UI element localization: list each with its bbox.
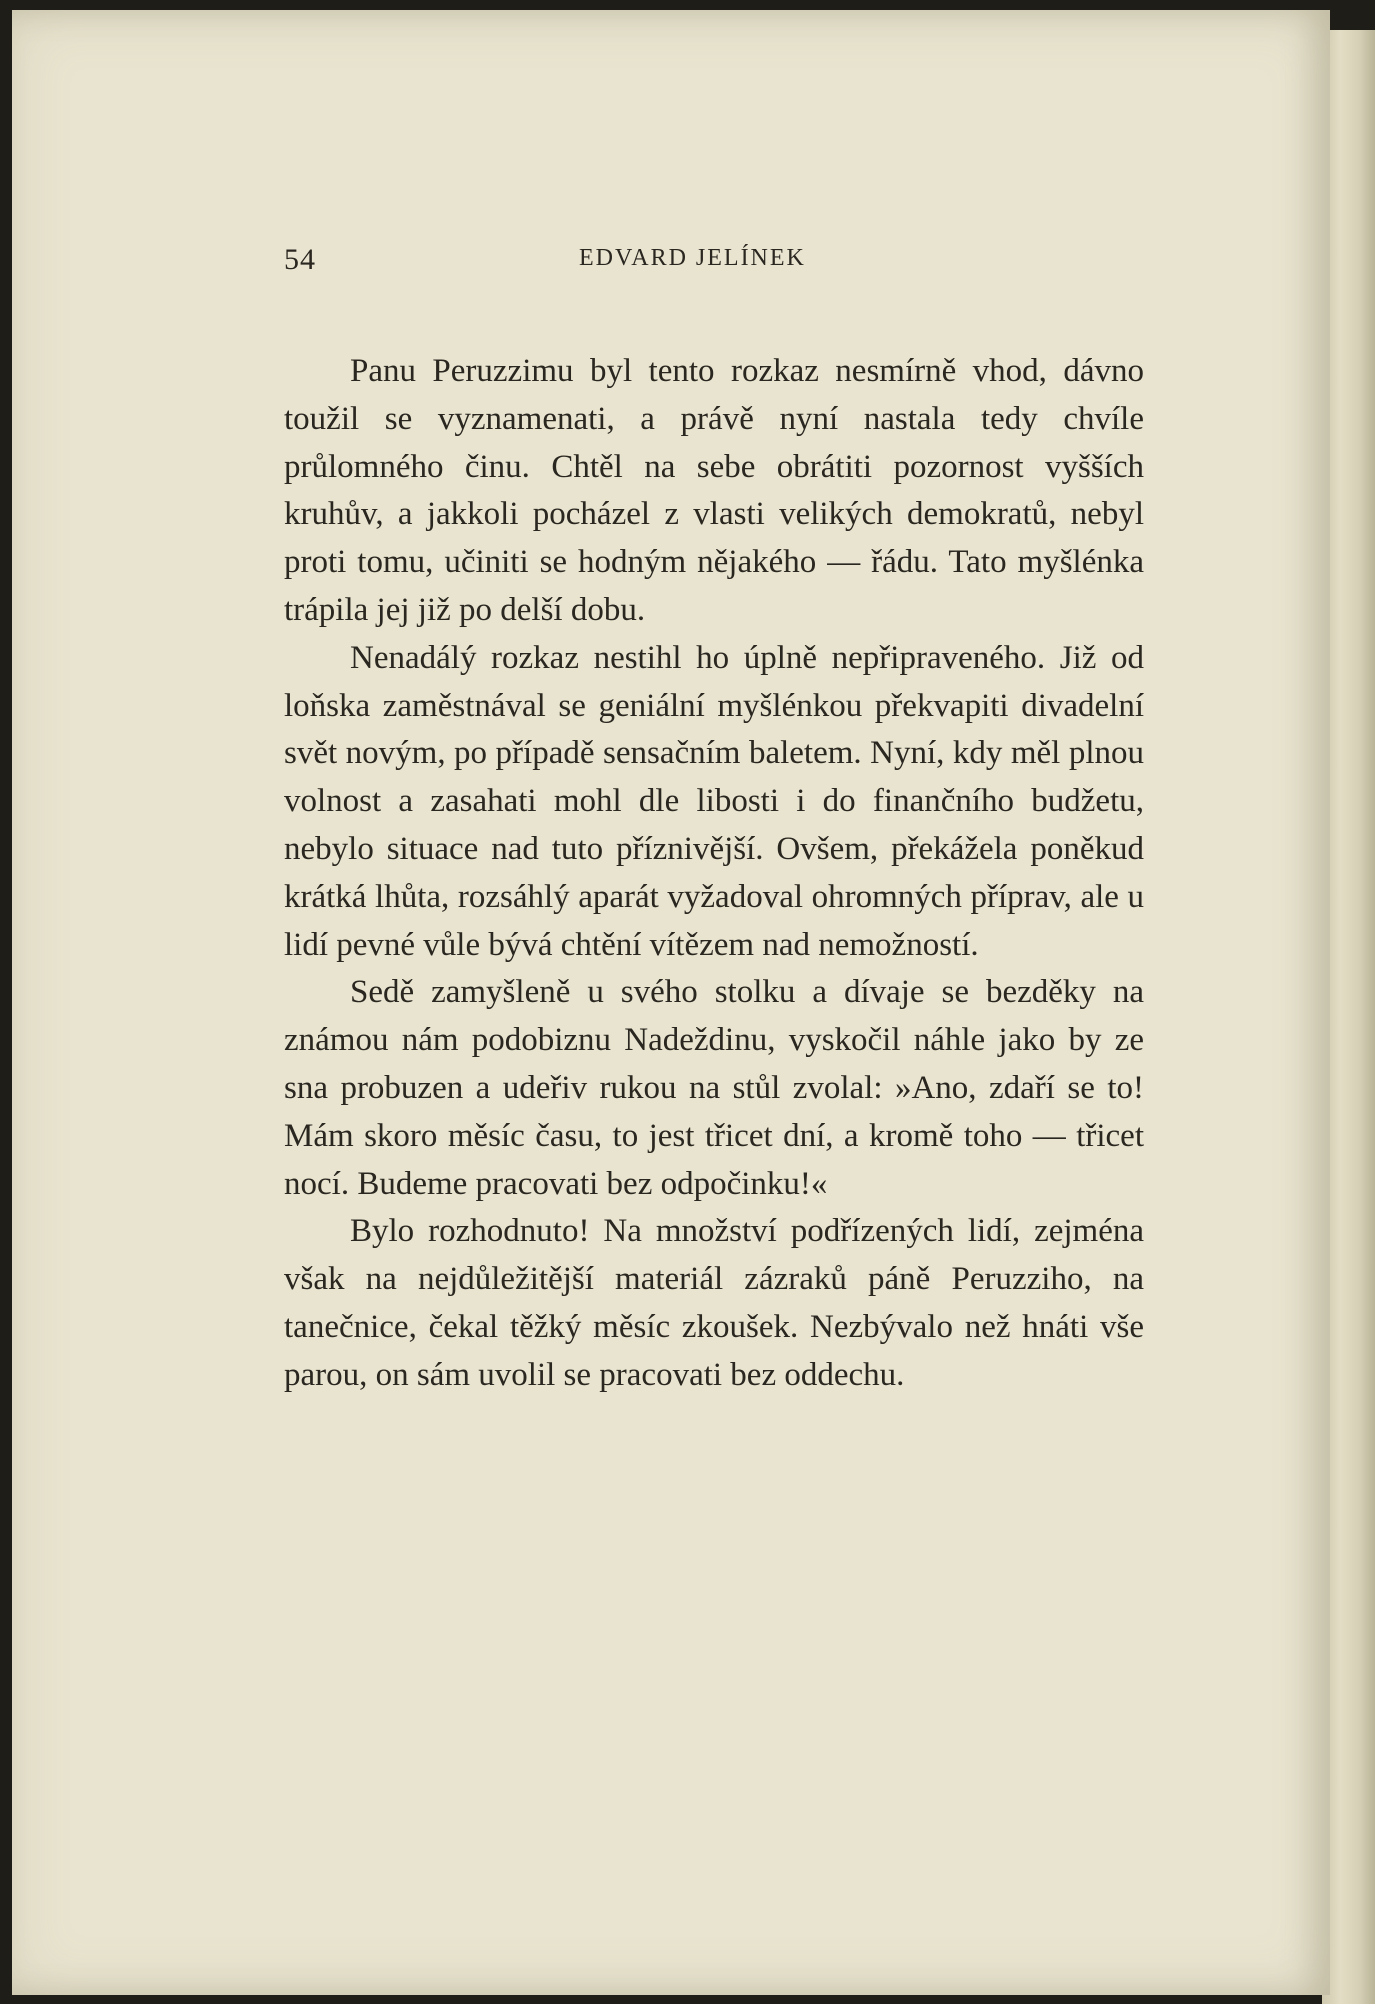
running-head: EDVARD JELÍNEK — [579, 245, 806, 271]
page-number: 54 — [284, 243, 316, 276]
body-text — [284, 348, 1144, 1400]
page-header — [284, 243, 1144, 283]
paragraph-4: Bylo rozhodnuto! Na množství podřízených lidí, zejména však na nejdůležitější materiál zázraků páně Peruzziho, na tanečnice, čekal těžký měsíc zkoušek. Nezbývalo než hnáti vše parou, on sám uvolil se pracovati bez oddechu. — [284, 1213, 1144, 1393]
paragraph-3: Sedě zamyšleně u svého stolku a dívaje se bezděky na známou nám podobiznu Nadeždinu, vyskočil náhle jako by ze sna probuzen a udeřiv rukou na stůl zvolal: »Ano, zdaří se to! Mám skoro měsíc času, to jest třicet dní, a kromě toho — třicet nocí. Budeme pracovati bez odpočinku!« — [284, 974, 1144, 1202]
paragraph-2: Nenadálý rozkaz nestihl ho úplně nepřipraveného. Již od loňska zaměstnával se geniální myšlénkou překvapiti divadelní svět novým, po případě sensačním baletem. Nyní, kdy měl plnou volnost a zasahati mohl dle libosti i do finančního budžetu, nebylo situace nad tuto příznivější. Ovšem, překážela poněkud krátká lhůta, rozsáhlý aparát vyžadoval ohromných příprav, ale u lidí pevné vůle bývá chtění vítězem nad nemožností. — [284, 639, 1144, 963]
paragraph-1: Panu Peruzzimu byl tento rozkaz nesmírně vhod, dávno toužil se vyznamenati, a právě nyní nastala tedy chvíle průlomného činu. Chtěl na sebe obrátiti pozornost vyšších kruhův, a jakkoli pocházel z vlasti velikých demokratů, nebyl proti tomu, učiniti se hodným nějakého — řádu. Tato myšlénka trápila jej již po delší dobu. — [284, 353, 1144, 628]
